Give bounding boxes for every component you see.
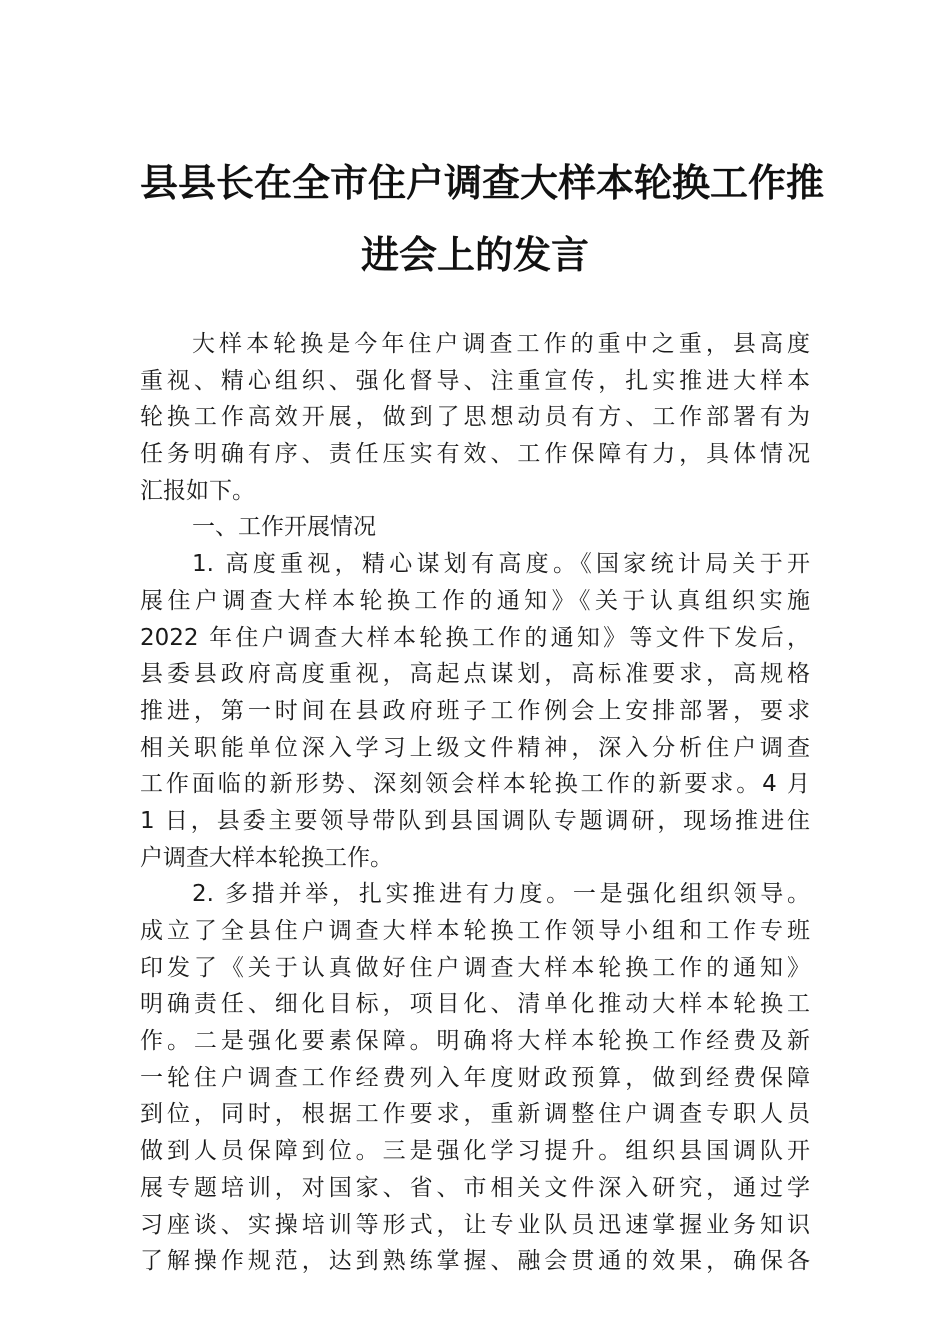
- paragraph-line: 习座谈、实操培训等形式，让专业队员迅速掌握业务知识: [140, 1211, 810, 1238]
- paragraph-line: 做到人员保障到位。三是强化学习提升。组织县国调队开: [140, 1138, 810, 1165]
- paragraph-line: 户调查大样本轮换工作。: [140, 844, 393, 871]
- paragraph-line: 作。二是强化要素保障。明确将大样本轮换工作经费及新: [140, 1028, 810, 1055]
- paragraph-line: 相关职能单位深入学习上级文件精神，深入分析住户调查: [140, 734, 810, 761]
- paragraph-line: 2022 年住户调查大样本轮换工作的通知》等文件下发后，: [140, 624, 810, 651]
- section-heading: 一、工作开展情况: [192, 514, 376, 541]
- paragraph-line: 印发了《关于认真做好住户调查大样本轮换工作的通知》: [140, 954, 810, 981]
- paragraph-line: 展住户调查大样本轮换工作的通知》《关于认真组织实施: [140, 587, 810, 614]
- paragraph-line: 县委县政府高度重视，高起点谋划，高标准要求，高规格: [140, 661, 810, 688]
- paragraph-line: 汇报如下。: [140, 477, 255, 504]
- paragraph-line: 工作面临的新形势、深刻领会样本轮换工作的新要求。4 月: [140, 771, 810, 798]
- paragraph-line: 2. 多措并举，扎实推进有力度。一是强化组织领导。: [192, 881, 810, 908]
- paragraph-line: 一轮住户调查工作经费列入年度财政预算，做到经费保障: [140, 1064, 810, 1091]
- paragraph-line: 展专题培训，对国家、省、市相关文件深入研究，通过学: [140, 1174, 810, 1201]
- paragraph-line: 到位，同时，根据工作要求，重新调整住户调查专职人员: [140, 1101, 810, 1128]
- document-title-line-2: 进会上的发言: [360, 232, 589, 277]
- paragraph-line: 1 日，县委主要领导带队到县国调队专题调研，现场推进住: [140, 807, 810, 834]
- paragraph-line: 轮换工作高效开展，做到了思想动员有方、工作部署有为: [140, 404, 810, 431]
- paragraph-line: 任务明确有序、责任压实有效、工作保障有力，具体情况: [140, 441, 810, 468]
- paragraph-line: 1. 高度重视，精心谋划有高度。《国家统计局关于开: [192, 551, 810, 578]
- document-title-line-1: 县县长在全市住户调查大样本轮换工作推: [140, 160, 825, 205]
- paragraph-line: 明确责任、细化目标，项目化、清单化推动大样本轮换工: [140, 991, 810, 1018]
- paragraph-line: 大样本轮换是今年住户调查工作的重中之重，县高度: [192, 331, 810, 357]
- paragraph-line: 重视、精心组织、强化督导、注重宣传，扎实推进大样本: [140, 367, 810, 394]
- document-body: [140, 326, 810, 1280]
- paragraph-line: 了解操作规范，达到熟练掌握、融会贯通的效果，确保各: [140, 1248, 810, 1275]
- paragraph-line: 成立了全县住户调查大样本轮换工作领导小组和工作专班: [140, 918, 810, 944]
- paragraph-line: 推进，第一时间在县政府班子工作例会上安排部署，要求: [140, 697, 810, 724]
